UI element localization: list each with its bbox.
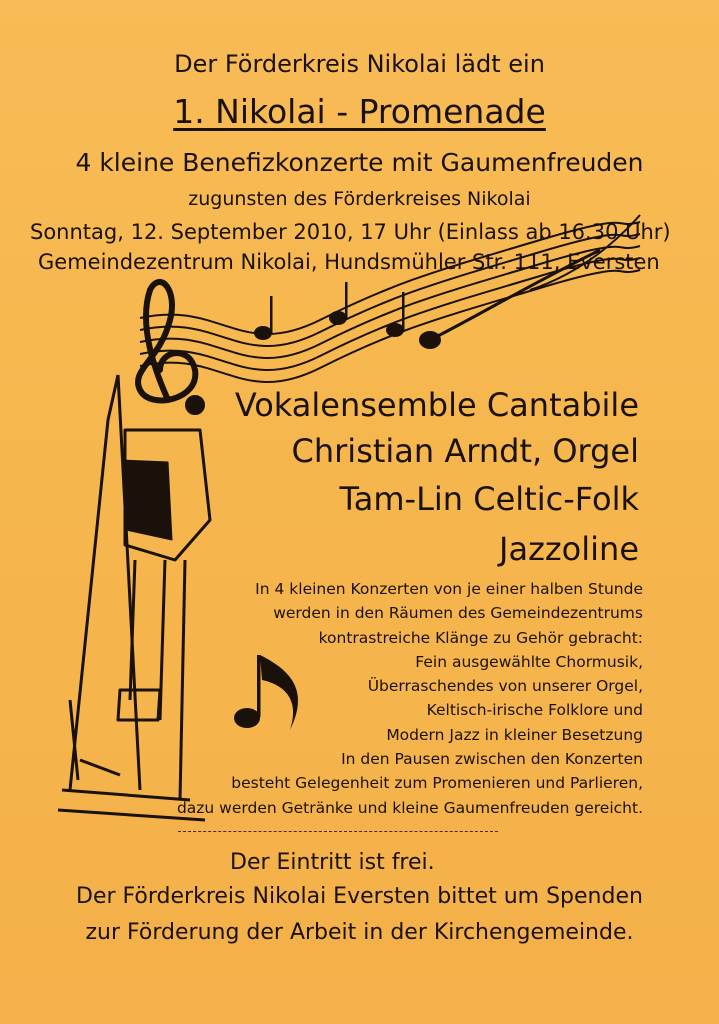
description-line: Keltisch-irische Folklore und bbox=[426, 701, 643, 720]
free-entry-text: Der Eintritt ist frei. bbox=[230, 850, 435, 875]
description-line: In den Pausen zwischen den Konzerten bbox=[341, 750, 643, 769]
event-venue: Gemeindezentrum Nikolai, Hundsmühler Str. 111, Eversten bbox=[38, 250, 660, 274]
donation-text-line2: zur Förderung der Arbeit in der Kirchengemeinde. bbox=[85, 920, 634, 945]
purpose-text: zugunsten des Förderkreises Nikolai bbox=[188, 188, 531, 210]
description-line: Modern Jazz in kleiner Besetzung bbox=[386, 725, 643, 744]
dashed-divider bbox=[178, 831, 498, 832]
treble-clef-icon bbox=[138, 282, 202, 412]
event-date: Sonntag, 12. September 2010, 17 Uhr (Einlass ab 16.30 Uhr) bbox=[30, 220, 671, 244]
description-line: Überraschendes von unserer Orgel, bbox=[367, 677, 643, 696]
description-line: werden in den Räumen des Gemeindezentrums bbox=[273, 604, 643, 623]
performer-1: Vokalensemble Cantabile bbox=[234, 386, 639, 424]
intro-text: Der Förderkreis Nikolai lädt ein bbox=[174, 50, 545, 78]
donation-text-line1: Der Förderkreis Nikolai Eversten bittet um Spenden bbox=[76, 884, 643, 909]
performer-2: Christian Arndt, Orgel bbox=[291, 432, 639, 470]
description-line: kontrastreiche Klänge zu Gehör gebracht: bbox=[318, 628, 643, 647]
description-line: dazu werden Getränke und kleine Gaumenfreuden gereicht. bbox=[176, 798, 643, 817]
event-subtitle: 4 kleine Benefizkonzerte mit Gaumenfreuden bbox=[75, 148, 644, 177]
description-block bbox=[177, 577, 643, 820]
description-line: Fein ausgewählte Chormusik, bbox=[415, 652, 643, 671]
performer-4: Jazzoline bbox=[499, 530, 639, 568]
description-line: besteht Gelegenheit zum Promenieren und Parlieren, bbox=[231, 774, 643, 793]
performer-3: Tam-Lin Celtic-Folk bbox=[339, 480, 639, 518]
description-line: In 4 kleinen Konzerten von je einer halben Stunde bbox=[255, 580, 643, 598]
event-title: 1. Nikolai - Promenade bbox=[173, 92, 546, 131]
